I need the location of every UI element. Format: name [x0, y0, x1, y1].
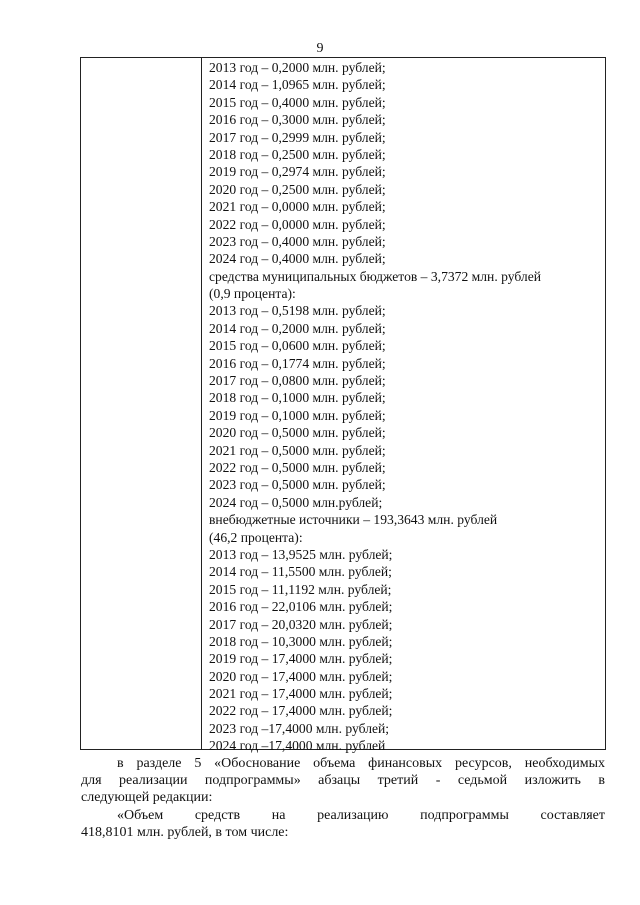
- table-line: 2014 год – 11,5500 млн. рублей;: [209, 564, 392, 580]
- table-line: 2023 год – 0,5000 млн. рублей;: [209, 477, 386, 493]
- page-number: 9: [316, 41, 324, 56]
- paragraph-line: для реализации подпрограммы» абзацы третий - седьмой изложить в: [81, 773, 605, 788]
- table-line: 2013 год – 0,5198 млн. рублей;: [209, 303, 386, 319]
- table-line: 2015 год – 11,1192 млн. рублей;: [209, 581, 392, 597]
- table-line: 2014 год – 1,0965 млн. рублей;: [209, 77, 386, 93]
- table-line: 2020 год – 17,4000 млн. рублей;: [209, 668, 393, 684]
- table-line: 2019 год – 0,2974 млн. рублей;: [209, 164, 386, 180]
- table-left-cell: [81, 58, 202, 749]
- table-line: 2015 год – 0,0600 млн. рублей;: [209, 338, 386, 354]
- table-line: 2021 год – 0,0000 млн. рублей;: [209, 199, 386, 215]
- paragraph-line: следующей редакции:: [81, 790, 213, 805]
- paragraph-line: «Объем средств на реализацию подпрограммы составляет: [117, 808, 605, 823]
- table-line: 2022 год – 0,0000 млн. рублей;: [209, 216, 386, 232]
- table-line: 2022 год – 0,5000 млн. рублей;: [209, 459, 386, 475]
- table-line: 2020 год – 0,5000 млн. рублей;: [209, 425, 386, 441]
- funding-table: [80, 57, 606, 754]
- table-line: 2024 год – 0,5000 млн.рублей;: [209, 494, 383, 510]
- table-line: 2021 год – 0,5000 млн. рублей;: [209, 442, 386, 458]
- table-line: 2013 год – 0,2000 млн. рублей;: [209, 60, 386, 75]
- table-line: 2023 год – 0,4000 млн. рублей;: [209, 233, 386, 249]
- table-line: 2019 год – 17,4000 млн. рублей;: [209, 651, 393, 667]
- table-line: внебюджетные источники – 193,3643 млн. рублей: [209, 512, 498, 528]
- table-line: 2017 год – 0,0800 млн. рублей;: [209, 373, 386, 389]
- table-line: средства муниципальных бюджетов – 3,7372 млн. рублей: [209, 268, 542, 284]
- table-line: 2016 год – 0,3000 млн. рублей;: [209, 112, 386, 128]
- funding-volume-paragraph: [81, 807, 605, 841]
- table-line: (0,9 процента):: [209, 286, 296, 302]
- table-line: 2015 год – 0,4000 млн. рублей;: [209, 94, 386, 110]
- table-line: 2022 год – 17,4000 млн. рублей;: [209, 703, 393, 719]
- table-line: 2017 год – 20,0320 млн. рублей;: [209, 616, 393, 632]
- table-line: 2020 год – 0,2500 млн. рублей;: [209, 181, 386, 197]
- table-line: 2018 год – 0,1000 млн. рублей;: [209, 390, 386, 406]
- table-line: 2021 год – 17,4000 млн. рублей;: [209, 686, 393, 702]
- table-line: 2018 год – 10,3000 млн. рублей;: [209, 633, 393, 649]
- table-line: 2016 год – 0,1774 млн. рублей;: [209, 355, 386, 371]
- table-line: 2013 год – 13,9525 млн. рублей;: [209, 546, 393, 562]
- table-line: 2023 год –17,4000 млн. рублей;: [209, 720, 390, 736]
- section-amendment-paragraph: [81, 755, 605, 806]
- paragraph-line: в разделе 5 «Обоснование объема финансовых ресурсов, необходимых: [117, 756, 605, 771]
- table-line: 2018 год – 0,2500 млн. рублей;: [209, 146, 386, 162]
- table-line: 2014 год – 0,2000 млн. рублей;: [209, 320, 386, 336]
- table-right-cell: [209, 59, 601, 755]
- table-line: 2019 год – 0,1000 млн. рублей;: [209, 407, 386, 423]
- table-line: 2024 год –17,4000 млн. рублей: [209, 738, 386, 754]
- table-line: 2024 год – 0,4000 млн. рублей;: [209, 251, 386, 267]
- table-line: 2016 год – 22,0106 млн. рублей;: [209, 599, 393, 615]
- paragraph-line: 418,8101 млн. рублей, в том числе:: [81, 825, 289, 840]
- table-line: (46,2 процента):: [209, 529, 303, 545]
- table-line: 2017 год – 0,2999 млн. рублей;: [209, 129, 386, 145]
